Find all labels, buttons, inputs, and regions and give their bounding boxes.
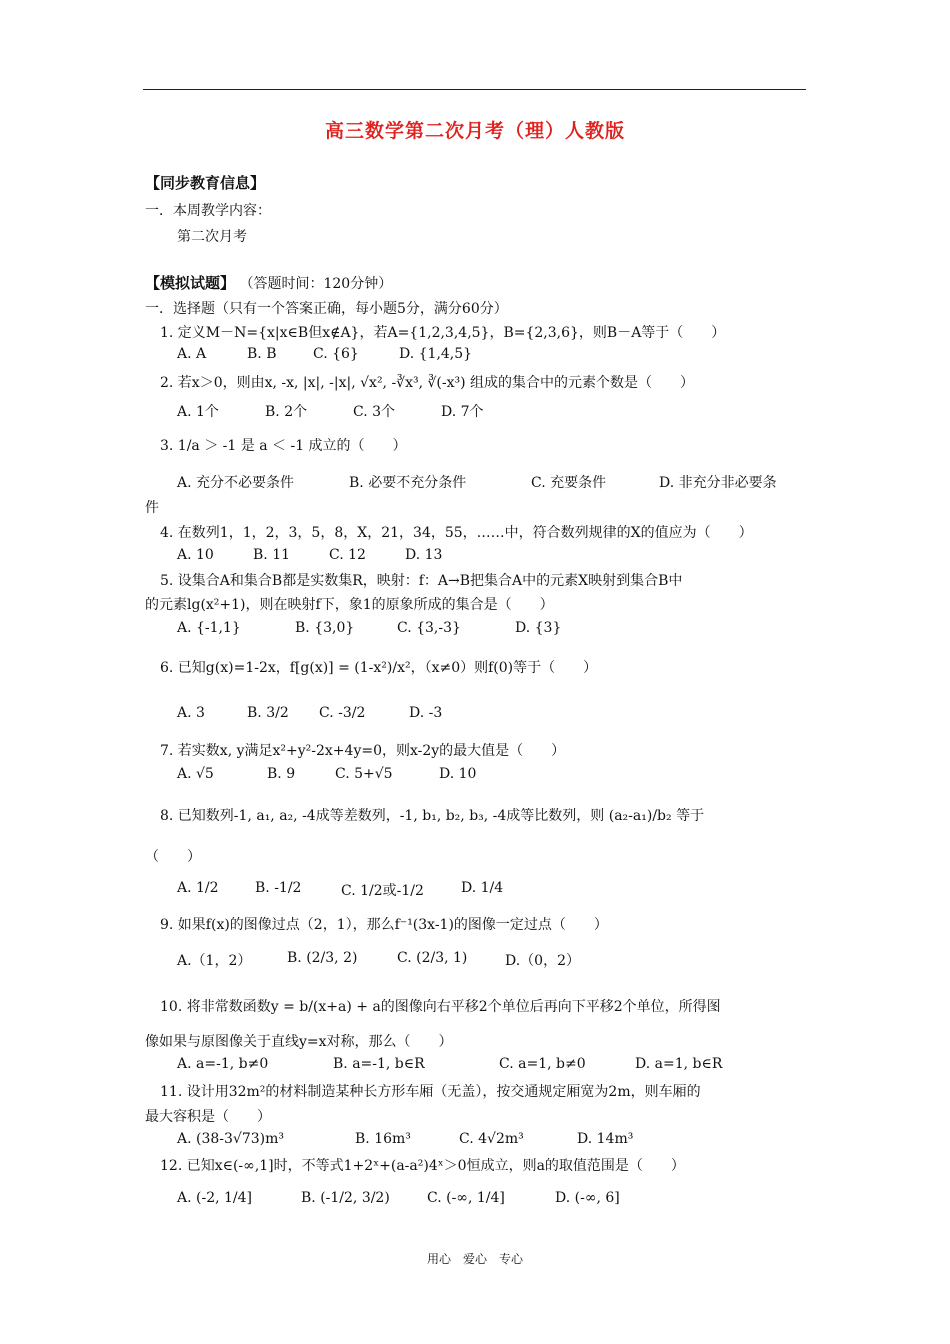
option: A. a=-1, b≠0 bbox=[177, 1056, 269, 1072]
option: D. {3} bbox=[515, 620, 562, 636]
option: A. 充分不必要条件 bbox=[177, 475, 295, 491]
question-8: 8. 已知数列-1, a₁, a₂, -4成等差数列，-1, b₁, b₂, b₃, -4成等比数列，则 (a₂-a₁)/b₂ 等于 bbox=[160, 808, 705, 824]
question-1-options bbox=[177, 346, 472, 362]
test-time: （答题时间：120分钟） bbox=[239, 276, 393, 292]
option: C. 充要条件 bbox=[531, 475, 607, 491]
option: A. 10 bbox=[177, 547, 214, 563]
top-rule bbox=[143, 89, 806, 90]
option: A. (-2, 1/4] bbox=[177, 1190, 253, 1206]
option: C. 4√2m³ bbox=[459, 1131, 524, 1147]
question-8-line2: （ ） bbox=[145, 849, 201, 865]
option: D. 13 bbox=[405, 547, 443, 563]
option: D. 7个 bbox=[441, 404, 484, 420]
question-5: 5. 设集合A和集合B都是实数集R，映射：f：A→B把集合A中的元素X映射到集合B中 bbox=[160, 573, 683, 589]
question-2-options bbox=[177, 401, 484, 421]
option: D. {1,4,5} bbox=[399, 346, 473, 362]
option: C. {3,-3} bbox=[397, 620, 461, 636]
option: A. (38-3√73)m³ bbox=[177, 1131, 285, 1147]
section-heading-test bbox=[145, 272, 392, 293]
option: D. a=1, b∈R bbox=[635, 1056, 723, 1072]
question-12-options bbox=[177, 1190, 620, 1206]
option: D.（0，2） bbox=[505, 953, 580, 969]
question-2: 2. 若x＞0，则由x, -x, |x|, -|x|, √x², -∛x³, ∛(-x³) 组成的集合中的元素个数是（ ） bbox=[160, 375, 695, 391]
question-3: 3. 1/a ＞ -1 是 a ＜ -1 成立的（ ） bbox=[160, 438, 407, 454]
page-title: 高三数学第二次月考（理）人教版 bbox=[324, 120, 625, 142]
option: D. 14m³ bbox=[577, 1131, 634, 1147]
question-11-options bbox=[177, 1131, 633, 1147]
option: C. (-∞, 1/4] bbox=[427, 1190, 505, 1206]
option: B. 16m³ bbox=[355, 1131, 411, 1147]
option: C. a=1, b≠0 bbox=[499, 1056, 586, 1072]
option: B. -1/2 bbox=[255, 880, 302, 896]
question-11: 11. 设计用32m²的材料制造某种长方形车厢（无盖），按交通规定厢宽为2m，则车厢的 bbox=[160, 1084, 701, 1100]
question-9-options bbox=[177, 950, 580, 970]
option: B. 2个 bbox=[265, 404, 308, 420]
option: C. 1/2或-1/2 bbox=[341, 883, 424, 899]
question-5-line2: 的元素lg(x²+1)，则在映射f下，象1的原象所成的集合是（ ） bbox=[145, 597, 554, 613]
option: C. 5+√5 bbox=[335, 766, 393, 782]
option: C. 3个 bbox=[353, 404, 396, 420]
option: C. {6} bbox=[313, 346, 359, 362]
option: C. -3/2 bbox=[319, 705, 366, 721]
question-7-options bbox=[177, 766, 476, 782]
option: B. (2/3, 2) bbox=[287, 950, 358, 966]
section-heading-info: 【同步教育信息】 bbox=[145, 174, 266, 192]
section-item: 一．本周教学内容： bbox=[145, 203, 271, 219]
option: B. 11 bbox=[253, 547, 291, 563]
question-4: 4. 在数列1，1，2，3，5，8，X，21，34，55，……中，符合数列规律的X的值应为（ ） bbox=[160, 525, 753, 541]
option: B. 3/2 bbox=[247, 705, 289, 721]
question-1: 1. 定义M－N={x|x∈B但x∉A}，若A={1,2,3,4,5}，B={2,3,6}，则B－A等于（ ） bbox=[160, 325, 726, 341]
option: B. (-1/2, 3/2) bbox=[301, 1190, 390, 1206]
option: A. {-1,1} bbox=[177, 620, 241, 636]
question-3-wrap: 件 bbox=[145, 500, 159, 516]
question-3-options bbox=[177, 472, 777, 492]
question-10: 10. 将非常数函数y = b/(x+a) + a的图像向右平移2个单位后再向下平移2个单位，所得图 bbox=[160, 999, 721, 1015]
option: A.（1，2） bbox=[177, 953, 252, 969]
option: D. 1/4 bbox=[461, 880, 504, 896]
option: A. 1/2 bbox=[177, 880, 219, 896]
question-12: 12. 已知x∈(-∞,1]时，不等式1+2ˣ+(a-a²)4ˣ＞0恒成立，则a的取值范围是（ ） bbox=[160, 1158, 685, 1174]
option: B. a=-1, b∈R bbox=[333, 1056, 425, 1072]
option: B. 9 bbox=[267, 766, 296, 782]
question-5-options bbox=[177, 620, 561, 636]
option: B. {3,0} bbox=[295, 620, 355, 636]
question-4-options bbox=[177, 547, 442, 563]
option: D. (-∞, 6] bbox=[555, 1190, 620, 1206]
option: D. -3 bbox=[409, 705, 443, 721]
option: B. 必要不充分条件 bbox=[349, 475, 467, 491]
option: D. 10 bbox=[439, 766, 477, 782]
part-heading: 一．选择题（只有一个答案正确，每小题5分，满分60分） bbox=[145, 301, 508, 317]
option: C. 12 bbox=[329, 547, 366, 563]
option: A. 1个 bbox=[177, 404, 219, 420]
option: A. A bbox=[177, 346, 207, 362]
question-7: 7. 若实数x, y满足x²+y²-2x+4y=0，则x-2y的最大值是（ ） bbox=[160, 743, 566, 759]
option: A. √5 bbox=[177, 766, 214, 782]
question-8-options bbox=[177, 880, 503, 900]
section-content: 第二次月考 bbox=[177, 229, 247, 245]
option: D. 非充分非必要条 bbox=[659, 475, 777, 491]
option: A. 3 bbox=[177, 705, 205, 721]
question-6-options bbox=[177, 705, 442, 721]
question-10-options bbox=[177, 1056, 722, 1072]
option: C. (2/3, 1) bbox=[397, 950, 468, 966]
question-6: 6. 已知g(x)=1-2x，f[g(x)] = (1-x²)/x²，（x≠0）则f(0)等于（ ） bbox=[160, 660, 598, 676]
page-footer: 用心 爱心 专心 bbox=[426, 1252, 523, 1266]
option: B. B bbox=[247, 346, 277, 362]
test-heading: 【模拟试题】 bbox=[145, 274, 236, 292]
question-11-line2: 最大容积是（ ） bbox=[145, 1109, 271, 1125]
question-10-line2: 像如果与原图像关于直线y=x对称，那么（ ） bbox=[145, 1034, 453, 1050]
question-9: 9. 如果f(x)的图像过点（2，1），那么f⁻¹(3x-1)的图像一定过点（ ） bbox=[160, 917, 608, 933]
